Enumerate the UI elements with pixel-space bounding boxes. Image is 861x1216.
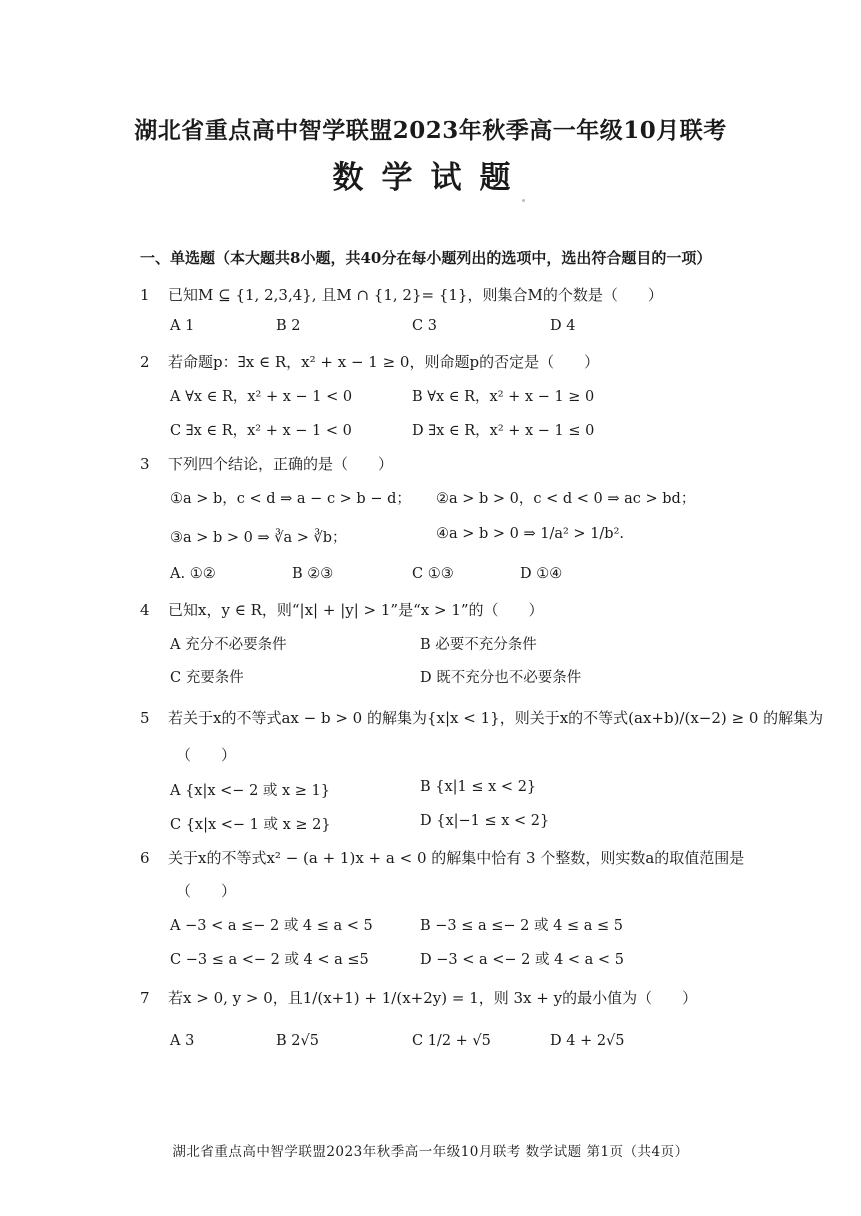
option-b: B 2 <box>276 318 301 334</box>
question-number: 2 <box>140 353 150 371</box>
option-d: D ①④ <box>520 566 563 582</box>
question-4 <box>140 599 544 620</box>
question-number: 7 <box>140 989 150 1007</box>
option-d: D {x|−1 ≤ x < 2} <box>420 813 550 829</box>
option-a: A 1 <box>170 318 195 334</box>
statement-4: ④a > b > 0 ⇒ 1/a² > 1/b². <box>436 526 625 542</box>
option-b: B {x|1 ≤ x < 2} <box>420 779 537 795</box>
question-stem: 已知M ⊆ {1, 2,3,4}, 且M ∩ {1, 2}= {1}，则集合M的个数是（ ） <box>168 286 663 304</box>
question-stem: 若x > 0, y > 0，且1/(x+1) + 1/(x+2y) = 1，则 3x + y的最小值为（ ） <box>168 989 698 1007</box>
exam-title: 湖北省重点高中智学联盟2023年秋季高一年级10月联考 <box>134 117 727 144</box>
page-footer: 湖北省重点高中智学联盟2023年秋季高一年级10月联考 数学试题 第1页（共4页） <box>172 1144 689 1160</box>
answer-parentheses: （ ） <box>176 746 237 764</box>
subject-title: 数学试题 <box>332 160 529 196</box>
option-d: D 4 + 2√5 <box>550 1033 625 1049</box>
option-a: A {x|x <− 2 或 x ≥ 1} <box>170 783 331 799</box>
question-5 <box>140 707 823 728</box>
option-c: C 充要条件 <box>170 670 244 686</box>
question-stem: 下列四个结论，正确的是（ ） <box>168 455 394 473</box>
scan-speck <box>522 199 525 202</box>
option-a: A 充分不必要条件 <box>170 637 287 653</box>
option-c: C {x|x <− 1 或 x ≥ 2} <box>170 817 331 833</box>
statement-1: ①a > b，c < d ⇒ a − c > b − d； <box>170 491 411 507</box>
option-a: A. ①② <box>170 566 216 582</box>
option-c: C ∃x ∈ R，x² + x − 1 < 0 <box>170 423 352 439</box>
question-stem: 若关于x的不等式ax − b > 0 的解集为{x|x < 1}，则关于x的不等式(ax+b)/(x−2) ≥ 0 的解集为 <box>168 709 824 727</box>
question-number: 1 <box>140 286 150 304</box>
option-c: C 1/2 + √5 <box>412 1033 491 1049</box>
question-7 <box>140 987 697 1008</box>
question-2 <box>140 351 599 372</box>
question-number: 5 <box>140 709 150 727</box>
question-stem: 已知x，y ∈ R，则“|x| + |y| > 1”是“x > 1”的（ ） <box>168 601 544 619</box>
option-d: D −3 < a <− 2 或 4 < a < 5 <box>420 952 624 968</box>
option-b: B 必要不充分条件 <box>420 637 537 653</box>
option-d: D 既不充分也不必要条件 <box>420 670 582 686</box>
option-d: D ∃x ∈ R，x² + x − 1 ≤ 0 <box>412 423 595 439</box>
option-d: D 4 <box>550 318 576 334</box>
option-b: B ②③ <box>292 566 334 582</box>
option-c: C −3 ≤ a <− 2 或 4 < a ≤5 <box>170 952 369 968</box>
question-3 <box>140 453 393 474</box>
option-b: B ∀x ∈ R，x² + x − 1 ≥ 0 <box>412 389 595 405</box>
question-6 <box>140 847 744 868</box>
question-stem: 若命题p：∃x ∈ R，x² + x − 1 ≥ 0，则命题p的否定是（ ） <box>168 353 600 371</box>
option-b: B −3 ≤ a ≤− 2 或 4 ≤ a ≤ 5 <box>420 918 623 934</box>
question-number: 4 <box>140 601 150 619</box>
statement-3: ③a > b > 0 ⇒ ∛a > ∛b； <box>170 530 347 546</box>
option-c: C ①③ <box>412 566 454 582</box>
question-stem: 关于x的不等式x² − (a + 1)x + a < 0 的解集中恰有 3 个整数，则实数a的取值范围是 <box>168 849 745 867</box>
option-a: A −3 < a ≤− 2 或 4 ≤ a < 5 <box>170 918 373 934</box>
question-1 <box>140 284 663 305</box>
question-number: 6 <box>140 849 150 867</box>
section-heading: 一、单选题（本大题共8小题，共40分在每小题列出的选项中，选出符合题目的一项） <box>140 249 712 267</box>
answer-parentheses: （ ） <box>176 882 237 900</box>
option-b: B 2√5 <box>276 1033 319 1049</box>
option-a: A ∀x ∈ R，x² + x − 1 < 0 <box>170 389 353 405</box>
option-a: A 3 <box>170 1033 195 1049</box>
option-c: C 3 <box>412 318 437 334</box>
question-number: 3 <box>140 455 150 473</box>
statement-2: ②a > b > 0，c < d < 0 ⇒ ac > bd； <box>436 491 696 507</box>
